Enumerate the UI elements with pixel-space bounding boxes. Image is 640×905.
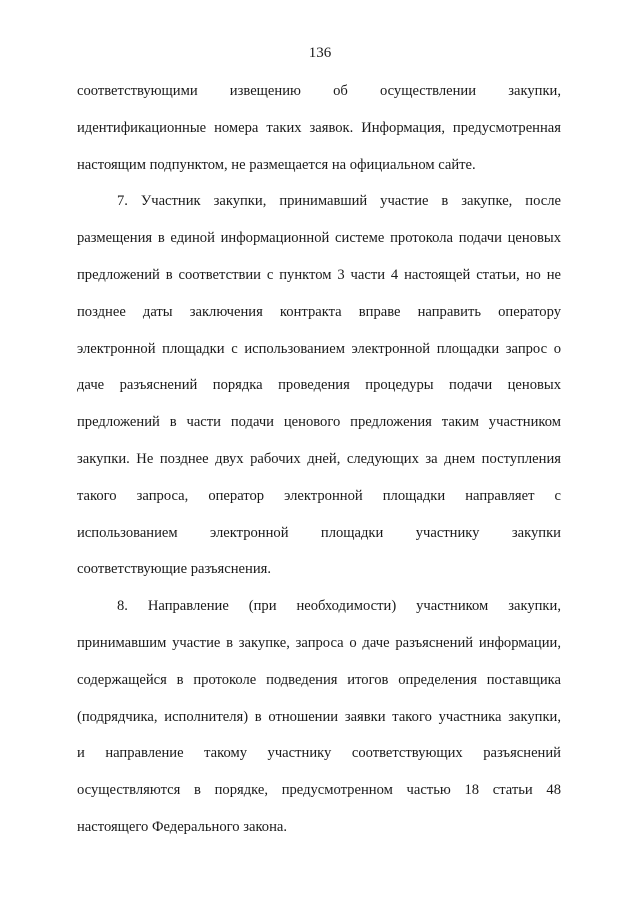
text-line: предложений в части подачи ценового предложения таким участником	[77, 414, 561, 431]
text-line: 7. Участник закупки, принимавший участие в закупке, после	[117, 193, 561, 210]
text-line: осуществляются в порядке, предусмотренном частью 18 статьи 48	[77, 782, 561, 799]
text-line: соответствующие разъяснения.	[77, 561, 272, 578]
text-line: настоящим подпунктом, не размещается на официальном сайте.	[77, 156, 476, 173]
text-line: закупки. Не позднее двух рабочих дней, следующих за днем поступления	[77, 450, 561, 467]
text-line: содержащейся в протоколе подведения итогов определения поставщика	[77, 671, 561, 688]
paragraph-item-8	[77, 594, 561, 852]
text-line: 8. Направление (при необходимости) участником закупки,	[117, 598, 561, 615]
text-line: (подрядчика, исполнителя) в отношении заявки такого участника закупки,	[77, 708, 561, 725]
text-line: предложений в соответствии с пунктом 3 части 4 настоящей статьи, но не	[77, 266, 561, 283]
text-line: электронной площадки с использованием электронной площадки запрос о	[77, 340, 561, 357]
text-line: позднее даты заключения контракта вправе направить оператору	[77, 303, 561, 320]
text-line: размещения в единой информационной системе протокола подачи ценовых	[77, 230, 561, 247]
paragraph-continuation	[77, 79, 561, 189]
text-line: соответствующими извещению об осуществлении закупки,	[77, 83, 561, 99]
text-line: настоящего Федерального закона.	[77, 818, 288, 835]
text-line: такого запроса, оператор электронной площадки направляет с	[77, 487, 561, 504]
text-line: и направление такому участнику соответствующих разъяснений	[77, 745, 561, 762]
paragraph-item-7	[77, 189, 561, 594]
text-line: идентификационные номера таких заявок. Информация, предусмотренная	[77, 119, 561, 136]
page-number: 136	[308, 45, 332, 61]
text-line: принимавшим участие в закупке, запроса о даче разъяснений информации,	[77, 634, 561, 651]
text-line: использованием электронной площадки участнику закупки	[77, 524, 561, 541]
document-body	[77, 79, 561, 852]
text-line: даче разъяснений порядка проведения процедуры подачи ценовых	[77, 377, 561, 394]
